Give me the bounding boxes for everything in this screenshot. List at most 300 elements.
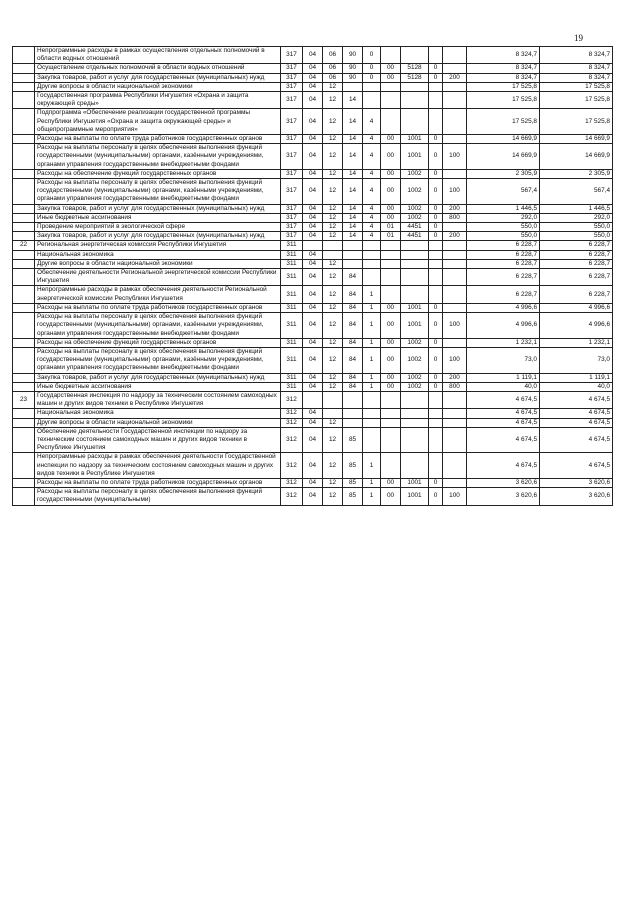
direction-cell: 00 (381, 144, 401, 170)
program-cell (343, 82, 363, 91)
target-suffix-cell (429, 418, 443, 427)
expense-name-cell: Закупка товаров, работ и услуг для государственных (муниципальных) нужд (35, 73, 281, 82)
subprogram-cell (363, 92, 381, 109)
direction-cell: 00 (381, 313, 401, 339)
program-cell: 14 (343, 223, 363, 232)
ministry-code-cell: 311 (281, 286, 303, 303)
row-number-cell (13, 409, 35, 418)
expense-name-cell: Национальная экономика (35, 409, 281, 418)
subsection-cell: 12 (323, 269, 343, 286)
expense-type-cell: 100 (443, 313, 467, 339)
amount-cell: 8 324,7 (540, 47, 613, 64)
amount-cell: 17 525,8 (540, 109, 613, 135)
program-cell: 14 (343, 109, 363, 135)
amount-cell: 292,0 (540, 213, 613, 222)
direction-cell (381, 47, 401, 64)
ministry-code-cell: 311 (281, 338, 303, 347)
ministry-code-cell: 317 (281, 92, 303, 109)
section-cell: 04 (303, 373, 323, 382)
subsection-cell: 12 (323, 418, 343, 427)
expense-type-cell (443, 453, 467, 479)
subsection-cell: 12 (323, 204, 343, 213)
expense-name-cell: Иные бюджетные ассигнования (35, 382, 281, 391)
amount-cell: 6 228,7 (540, 269, 613, 286)
ministry-code-cell: 317 (281, 64, 303, 73)
target-article-cell (401, 109, 429, 135)
amount-cell: 3 620,6 (540, 488, 613, 505)
ministry-code-cell: 312 (281, 427, 303, 453)
amount-cell: 3 620,6 (467, 488, 540, 505)
direction-cell: 00 (381, 64, 401, 73)
target-suffix-cell (429, 391, 443, 408)
row-number-cell (13, 223, 35, 232)
subprogram-cell: 1 (363, 478, 381, 487)
target-article-cell: 1002 (401, 169, 429, 178)
target-article-cell: 1002 (401, 179, 429, 205)
target-suffix-cell: 0 (429, 313, 443, 339)
section-cell: 04 (303, 409, 323, 418)
expense-name-cell: Подпрограмма «Обеспечение реализации государственной программы Республики Ингушетия «Охрана и защита окружающей среды» и общепрограммные мероприятия» (35, 109, 281, 135)
ministry-code-cell: 312 (281, 418, 303, 427)
expense-type-cell: 200 (443, 204, 467, 213)
amount-cell: 8 324,7 (467, 47, 540, 64)
target-suffix-cell: 0 (429, 73, 443, 82)
target-suffix-cell (429, 47, 443, 64)
expense-type-cell (443, 427, 467, 453)
amount-cell: 40,0 (540, 382, 613, 391)
row-number-cell (13, 169, 35, 178)
target-article-cell: 5128 (401, 73, 429, 82)
amount-cell: 6 228,7 (540, 259, 613, 268)
ministry-code-cell: 312 (281, 409, 303, 418)
amount-cell: 1 119,1 (540, 373, 613, 382)
ministry-code-cell: 311 (281, 313, 303, 339)
table-row (13, 418, 613, 427)
ministry-code-cell: 317 (281, 179, 303, 205)
target-article-cell: 4451 (401, 232, 429, 241)
expense-name-cell: Региональная энергетическая комиссия Республики Ингушетия (35, 241, 281, 250)
expense-name-cell: Непрограммные расходы в рамках обеспечения деятельности Государственной инспекции по надзору за техническим состоянием самоходных машин и других видов техники в Республике Ингушетия (35, 453, 281, 479)
direction-cell (381, 453, 401, 479)
target-suffix-cell: 0 (429, 488, 443, 505)
amount-cell: 17 525,8 (467, 109, 540, 135)
section-cell (303, 391, 323, 408)
subsection-cell: 12 (323, 223, 343, 232)
amount-cell: 14 669,9 (540, 144, 613, 170)
target-article-cell (401, 391, 429, 408)
row-number-cell: 22 (13, 241, 35, 250)
amount-cell: 4 674,5 (467, 409, 540, 418)
section-cell: 04 (303, 427, 323, 453)
program-cell: 84 (343, 286, 363, 303)
target-article-cell: 1002 (401, 204, 429, 213)
row-number-cell (13, 303, 35, 312)
section-cell: 04 (303, 338, 323, 347)
target-suffix-cell: 0 (429, 223, 443, 232)
direction-cell: 00 (381, 169, 401, 178)
target-article-cell (401, 286, 429, 303)
ministry-code-cell: 317 (281, 232, 303, 241)
subprogram-cell (363, 259, 381, 268)
subprogram-cell: 1 (363, 303, 381, 312)
section-cell: 04 (303, 313, 323, 339)
expense-name-cell: Закупка товаров, работ и услуг для государственных (муниципальных) нужд (35, 204, 281, 213)
subprogram-cell: 1 (363, 347, 381, 373)
expense-type-cell (443, 82, 467, 91)
expense-name-cell: Непрограммные расходы в рамках осуществления отдельных полномочий в области водных отношений (35, 47, 281, 64)
ministry-code-cell: 312 (281, 488, 303, 505)
target-article-cell: 1001 (401, 135, 429, 144)
row-number-cell (13, 453, 35, 479)
direction-cell (381, 92, 401, 109)
target-suffix-cell: 0 (429, 169, 443, 178)
target-article-cell (401, 250, 429, 259)
section-cell: 04 (303, 169, 323, 178)
amount-cell: 4 674,5 (540, 391, 613, 408)
table-row (13, 382, 613, 391)
amount-cell: 1 232,1 (540, 338, 613, 347)
target-suffix-cell (429, 409, 443, 418)
amount-cell: 14 669,9 (540, 135, 613, 144)
table-row (13, 427, 613, 453)
expense-name-cell: Другие вопросы в области национальной экономики (35, 82, 281, 91)
section-cell: 04 (303, 269, 323, 286)
expense-name-cell: Обеспечение деятельности Государственной инспекции по надзору за техническим состоянием самоходных машин и других видов техники в Республике Ингушетия (35, 427, 281, 453)
subsection-cell: 12 (323, 259, 343, 268)
amount-cell: 8 324,7 (540, 73, 613, 82)
ministry-code-cell: 317 (281, 213, 303, 222)
subprogram-cell (363, 241, 381, 250)
table-row (13, 259, 613, 268)
section-cell: 04 (303, 179, 323, 205)
section-cell: 04 (303, 418, 323, 427)
program-cell (343, 259, 363, 268)
amount-cell: 8 324,7 (540, 64, 613, 73)
subprogram-cell: 4 (363, 135, 381, 144)
subprogram-cell: 0 (363, 64, 381, 73)
amount-cell: 6 228,7 (467, 259, 540, 268)
program-cell: 85 (343, 453, 363, 479)
table-row (13, 250, 613, 259)
expense-name-cell: Закупка товаров, работ и услуг для государственных (муниципальных) нужд (35, 232, 281, 241)
section-cell (303, 241, 323, 250)
expense-name-cell: Расходы на выплаты персоналу в целях обеспечения выполнения функций государственными (муниципальными) (35, 488, 281, 505)
ministry-code-cell: 311 (281, 259, 303, 268)
amount-cell: 2 305,9 (540, 169, 613, 178)
ministry-code-cell: 312 (281, 391, 303, 408)
target-suffix-cell (429, 82, 443, 91)
ministry-code-cell: 317 (281, 144, 303, 170)
table-row (13, 373, 613, 382)
direction-cell: 00 (381, 204, 401, 213)
expense-name-cell: Расходы на выплаты персоналу в целях обеспечения выполнения функций государственными (муниципальными) органами, казёнными учреждениями, органами управления государственными внебюджетными фондами (35, 179, 281, 205)
table-row (13, 223, 613, 232)
program-cell: 84 (343, 338, 363, 347)
direction-cell: 00 (381, 338, 401, 347)
target-article-cell (401, 269, 429, 286)
table-row (13, 213, 613, 222)
subprogram-cell (363, 391, 381, 408)
expense-type-cell (443, 418, 467, 427)
amount-cell: 4 674,5 (540, 453, 613, 479)
amount-cell: 17 525,8 (540, 82, 613, 91)
section-cell: 04 (303, 478, 323, 487)
table-row (13, 135, 613, 144)
program-cell: 84 (343, 303, 363, 312)
subprogram-cell: 0 (363, 47, 381, 64)
amount-cell: 17 525,8 (540, 92, 613, 109)
expense-name-cell: Расходы на выплаты по оплате труда работников государственных органов (35, 478, 281, 487)
ministry-code-cell: 311 (281, 382, 303, 391)
section-cell: 04 (303, 204, 323, 213)
subprogram-cell: 1 (363, 382, 381, 391)
expense-name-cell: Расходы на обеспечение функций государственных органов (35, 338, 281, 347)
direction-cell: 00 (381, 73, 401, 82)
amount-cell: 1 119,1 (467, 373, 540, 382)
subsection-cell: 12 (323, 338, 343, 347)
table-row (13, 313, 613, 339)
program-cell: 85 (343, 427, 363, 453)
amount-cell: 14 669,9 (467, 144, 540, 170)
target-suffix-cell (429, 250, 443, 259)
amount-cell: 40,0 (467, 382, 540, 391)
amount-cell: 3 620,6 (540, 478, 613, 487)
program-cell (343, 418, 363, 427)
target-article-cell: 4451 (401, 223, 429, 232)
ministry-code-cell: 317 (281, 204, 303, 213)
table-row (13, 73, 613, 82)
amount-cell: 4 674,5 (540, 427, 613, 453)
subsection-cell: 12 (323, 109, 343, 135)
subsection-cell: 12 (323, 347, 343, 373)
row-number-cell (13, 286, 35, 303)
target-article-cell (401, 418, 429, 427)
direction-cell (381, 409, 401, 418)
expense-name-cell: Другие вопросы в области национальной экономики (35, 418, 281, 427)
direction-cell (381, 427, 401, 453)
table-row (13, 204, 613, 213)
direction-cell (381, 286, 401, 303)
subsection-cell: 12 (323, 135, 343, 144)
program-cell: 90 (343, 73, 363, 82)
target-suffix-cell: 0 (429, 135, 443, 144)
target-suffix-cell (429, 92, 443, 109)
expense-type-cell (443, 135, 467, 144)
ministry-code-cell: 312 (281, 453, 303, 479)
expense-name-cell: Проведение мероприятий в экологической сфере (35, 223, 281, 232)
row-number-cell (13, 92, 35, 109)
expense-type-cell: 100 (443, 179, 467, 205)
row-number-cell (13, 382, 35, 391)
table-row (13, 338, 613, 347)
direction-cell: 00 (381, 303, 401, 312)
expense-name-cell: Государственная инспекция по надзору за техническим состоянием самоходных машин и других видов техники в Республике Ингушетия (35, 391, 281, 408)
expense-name-cell: Расходы на выплаты персоналу в целях обеспечения выполнения функций государственными (муниципальными) органами, казёнными учреждениями, органами управления государственными внебюджетными фондами (35, 347, 281, 373)
expense-type-cell (443, 391, 467, 408)
subprogram-cell (363, 418, 381, 427)
ministry-code-cell: 311 (281, 241, 303, 250)
amount-cell: 550,0 (540, 223, 613, 232)
target-article-cell (401, 241, 429, 250)
target-suffix-cell: 0 (429, 338, 443, 347)
table-row (13, 64, 613, 73)
target-suffix-cell: 0 (429, 303, 443, 312)
subsection-cell: 06 (323, 47, 343, 64)
target-article-cell: 1001 (401, 478, 429, 487)
expense-name-cell: Расходы на выплаты по оплате труда работников государственных органов (35, 135, 281, 144)
expense-type-cell (443, 303, 467, 312)
target-article-cell: 1001 (401, 313, 429, 339)
table-row (13, 269, 613, 286)
target-suffix-cell: 0 (429, 179, 443, 205)
direction-cell (381, 241, 401, 250)
target-article-cell (401, 409, 429, 418)
amount-cell: 1 232,1 (467, 338, 540, 347)
row-number-cell (13, 427, 35, 453)
section-cell: 04 (303, 64, 323, 73)
table-row (13, 241, 613, 250)
expense-type-cell: 200 (443, 373, 467, 382)
section-cell: 04 (303, 82, 323, 91)
ministry-code-cell: 311 (281, 347, 303, 373)
amount-cell: 4 674,5 (467, 427, 540, 453)
subsection-cell: 06 (323, 64, 343, 73)
amount-cell: 550,0 (467, 223, 540, 232)
expense-type-cell (443, 47, 467, 64)
subsection-cell: 12 (323, 92, 343, 109)
amount-cell: 567,4 (540, 179, 613, 205)
program-cell: 85 (343, 478, 363, 487)
target-article-cell: 1002 (401, 382, 429, 391)
section-cell: 04 (303, 135, 323, 144)
row-number-cell (13, 232, 35, 241)
subprogram-cell: 4 (363, 179, 381, 205)
section-cell: 04 (303, 73, 323, 82)
amount-cell: 550,0 (540, 232, 613, 241)
subsection-cell: 12 (323, 169, 343, 178)
program-cell: 84 (343, 347, 363, 373)
amount-cell: 1 446,5 (467, 204, 540, 213)
direction-cell: 00 (381, 135, 401, 144)
target-article-cell: 5128 (401, 64, 429, 73)
subsection-cell (323, 391, 343, 408)
program-cell: 90 (343, 47, 363, 64)
ministry-code-cell: 311 (281, 250, 303, 259)
amount-cell: 1 446,5 (540, 204, 613, 213)
table-row (13, 409, 613, 418)
subprogram-cell: 4 (363, 204, 381, 213)
subprogram-cell (363, 409, 381, 418)
target-suffix-cell (429, 109, 443, 135)
section-cell: 04 (303, 109, 323, 135)
table-row (13, 347, 613, 373)
expense-type-cell: 800 (443, 213, 467, 222)
target-article-cell: 1002 (401, 347, 429, 373)
row-number-cell (13, 478, 35, 487)
program-cell: 14 (343, 169, 363, 178)
row-number-cell (13, 64, 35, 73)
row-number-cell (13, 488, 35, 505)
amount-cell: 567,4 (467, 179, 540, 205)
row-number-cell (13, 82, 35, 91)
target-suffix-cell (429, 427, 443, 453)
target-article-cell (401, 259, 429, 268)
direction-cell: 00 (381, 478, 401, 487)
program-cell (343, 241, 363, 250)
target-suffix-cell (429, 269, 443, 286)
amount-cell: 73,0 (467, 347, 540, 373)
expense-name-cell: Расходы на выплаты персоналу в целях обеспечения выполнения функций государственными (муниципальными) органами, казёнными учреждениями, органами управления государственными внебюджетными фондами (35, 313, 281, 339)
subsection-cell: 12 (323, 427, 343, 453)
program-cell: 14 (343, 232, 363, 241)
row-number-cell (13, 73, 35, 82)
row-number-cell (13, 418, 35, 427)
subsection-cell: 12 (323, 373, 343, 382)
amount-cell: 4 674,5 (540, 418, 613, 427)
subprogram-cell: 4 (363, 232, 381, 241)
expense-name-cell: Расходы на обеспечение функций государственных органов (35, 169, 281, 178)
ministry-code-cell: 317 (281, 73, 303, 82)
direction-cell (381, 269, 401, 286)
target-article-cell: 1001 (401, 303, 429, 312)
expense-name-cell: Расходы на выплаты персоналу в целях обеспечения выполнения функций государственными (муниципальными) органами, казёнными учреждениями, органами управления государственными внебюджетными фондами (35, 144, 281, 170)
ministry-code-cell: 311 (281, 269, 303, 286)
target-suffix-cell: 0 (429, 347, 443, 373)
program-cell: 85 (343, 488, 363, 505)
table-row (13, 232, 613, 241)
target-suffix-cell (429, 453, 443, 479)
subprogram-cell: 4 (363, 144, 381, 170)
direction-cell (381, 250, 401, 259)
expense-type-cell: 200 (443, 232, 467, 241)
expense-type-cell (443, 338, 467, 347)
amount-cell: 6 228,7 (467, 241, 540, 250)
direction-cell: 01 (381, 232, 401, 241)
program-cell: 90 (343, 64, 363, 73)
expense-type-cell (443, 478, 467, 487)
target-suffix-cell: 0 (429, 478, 443, 487)
expense-type-cell: 800 (443, 382, 467, 391)
amount-cell: 4 996,6 (540, 313, 613, 339)
subsection-cell: 12 (323, 453, 343, 479)
target-article-cell: 1001 (401, 144, 429, 170)
target-suffix-cell (429, 286, 443, 303)
program-cell: 14 (343, 144, 363, 170)
expense-name-cell: Иные бюджетные ассигнования (35, 213, 281, 222)
direction-cell (381, 259, 401, 268)
table-row (13, 488, 613, 505)
target-article-cell (401, 47, 429, 64)
amount-cell: 6 228,7 (467, 250, 540, 259)
section-cell: 04 (303, 347, 323, 373)
target-suffix-cell: 0 (429, 213, 443, 222)
expense-type-cell (443, 109, 467, 135)
ministry-code-cell: 312 (281, 478, 303, 487)
row-number-cell (13, 135, 35, 144)
target-article-cell (401, 92, 429, 109)
ministry-code-cell: 317 (281, 47, 303, 64)
target-article-cell (401, 453, 429, 479)
expense-type-cell (443, 250, 467, 259)
target-article-cell (401, 82, 429, 91)
section-cell: 04 (303, 259, 323, 268)
direction-cell (381, 109, 401, 135)
section-cell: 04 (303, 47, 323, 64)
table-row (13, 169, 613, 178)
direction-cell: 00 (381, 373, 401, 382)
subprogram-cell: 4 (363, 213, 381, 222)
program-cell: 14 (343, 92, 363, 109)
